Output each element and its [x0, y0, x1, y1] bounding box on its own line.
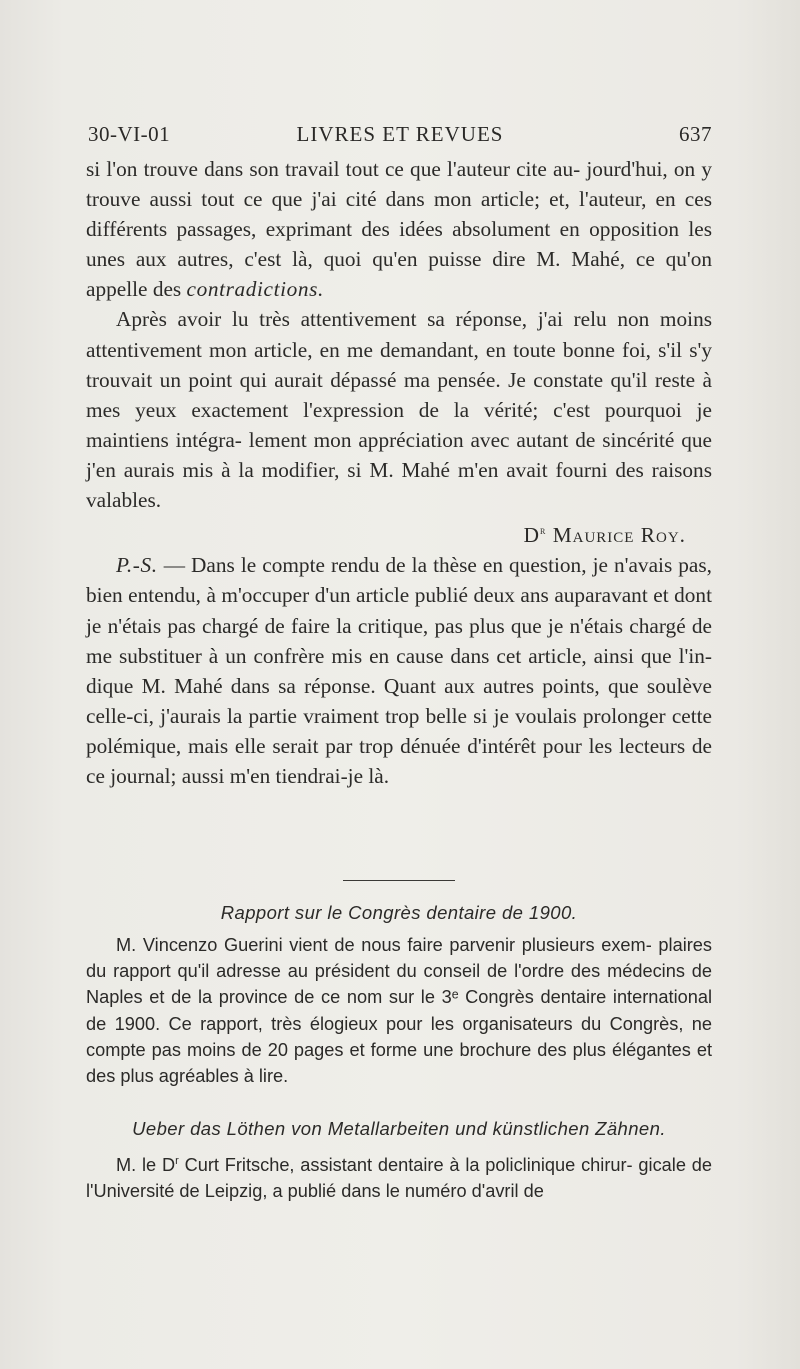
text-line: dique M. Mahé dans sa réponse. Quant aux autres points, — [86, 673, 600, 698]
text-line: dentaire international de 1900. Ce rapport, très élogieux pour les — [86, 987, 712, 1034]
text-line: organisateurs du Congrès, ne compte pas moins de 20 pages et — [86, 1013, 713, 1060]
section-title-loethen: Ueber das Löthen von Metallarbeiten und künstlichen Zähnen. — [132, 1118, 666, 1139]
signature: $D^r$ Maurice Roy. — [523, 523, 686, 548]
text-line: m'en tiendrai-je là. — [229, 763, 390, 788]
section-title-rapport: Rapport sur le Congrès dentaire de 1900. — [220, 902, 578, 923]
text-line: ma pensée. Je constate qu'il reste à mes yeux exactement — [86, 367, 713, 422]
text-line: des raisons valables. — [86, 457, 712, 513]
paragraph: M. le $D^r$ Curt Fritsche, assistant dentaire à la policlinique chirur- gicale de l'Université de Leipzig, a publié dans le numéro d'avril de — [86, 1155, 712, 1202]
text-line: Curt Fritsche, assistant dentaire à la policlinique chirur- — [178, 1155, 633, 1176]
header-date: 30-VI-01 — [88, 122, 171, 146]
text-line: deux ans auparavant et dont je n'étais pas chargé de faire — [86, 583, 712, 638]
running-head — [88, 122, 712, 150]
text-line: à un confrère mis en cause dans cet article, ainsi que l'in- — [208, 643, 712, 668]
text-line: que soulève celle-ci, j'aurais la partie vraiment trop belle — [86, 673, 712, 728]
text-line: Après avoir lu très attentivement sa réponse, j'ai relu — [116, 307, 607, 332]
text-line: des idées absolument en opposition les unes aux autres, — [86, 217, 712, 272]
text-line: M. Vincenzo Guerini vient de nous faire parvenir plusieurs exem- — [116, 935, 652, 955]
text-line: lement mon appréciation avec autant de sincérité que j'en — [86, 427, 712, 482]
italic-word: contradictions. — [186, 277, 324, 302]
text-line: médecins de Naples et de la province de ce nom sur le 3ᵉ Congrès — [86, 961, 713, 1008]
text-line: si je voulais prolonger cette polémique, mais elle serait par — [86, 703, 713, 758]
text-line: gicale de l'Université de Leipzig, a publié dans le numéro d'avril de — [86, 1155, 712, 1202]
paragraph — [86, 932, 712, 1089]
header-section-title: LIVRES ET REVUES — [296, 122, 504, 146]
postscript — [86, 550, 712, 791]
section-divider — [343, 880, 455, 881]
text-line: — Dans le compte rendu de la thèse en question, — [157, 553, 587, 578]
text-line: aurais mis à la modifier, si M. Mahé m'en avait fourni — [123, 457, 608, 482]
section-body-rapport — [86, 932, 712, 1089]
text-line: jourd'hui, on y trouve aussi tout ce que j'ai cité dans mon — [86, 157, 712, 212]
text-line: forme une brochure des plus élégantes et des plus agréables à lire. — [86, 1039, 712, 1087]
main-text-block — [86, 154, 712, 791]
paragraph-reply — [86, 304, 712, 515]
text-line: si l'on trouve dans son travail tout ce que l'auteur cite au- — [86, 157, 581, 181]
paragraph-continuation — [86, 154, 712, 304]
text-line: je n'avais pas, bien entendu, à m'occuper d'un article publié — [86, 553, 712, 608]
text-line: l'expression de la vérité; c'est pourquoi je maintiens intégra- — [86, 397, 712, 452]
text-line: des — [152, 277, 187, 302]
text-line: non moins attentivement mon article, en me demandant, en — [86, 307, 713, 362]
section-body-loethen — [86, 1148, 712, 1204]
text-line: toute bonne foi, s'il s'y trouvait un point qui aurait dépassé — [86, 337, 712, 392]
text-line: article; et, l'auteur, en ces différents passages, exprimant — [86, 187, 712, 242]
text-line: c'est là, quoi qu'en puisse dire M. Mahé, ce qu'on appelle — [86, 247, 712, 302]
text-line: plaires du rapport qu'il adresse au président du conseil de l'ordre des — [86, 935, 712, 982]
ps-label: P.-S. — [116, 553, 158, 578]
text-line: la critique, pas plus que je n'étais chargé de me substituer — [86, 613, 712, 668]
page-number: 637 — [679, 122, 712, 146]
text-line: trop dénuée d'intérêt pour les lecteurs de ce journal; aussi — [86, 733, 713, 788]
